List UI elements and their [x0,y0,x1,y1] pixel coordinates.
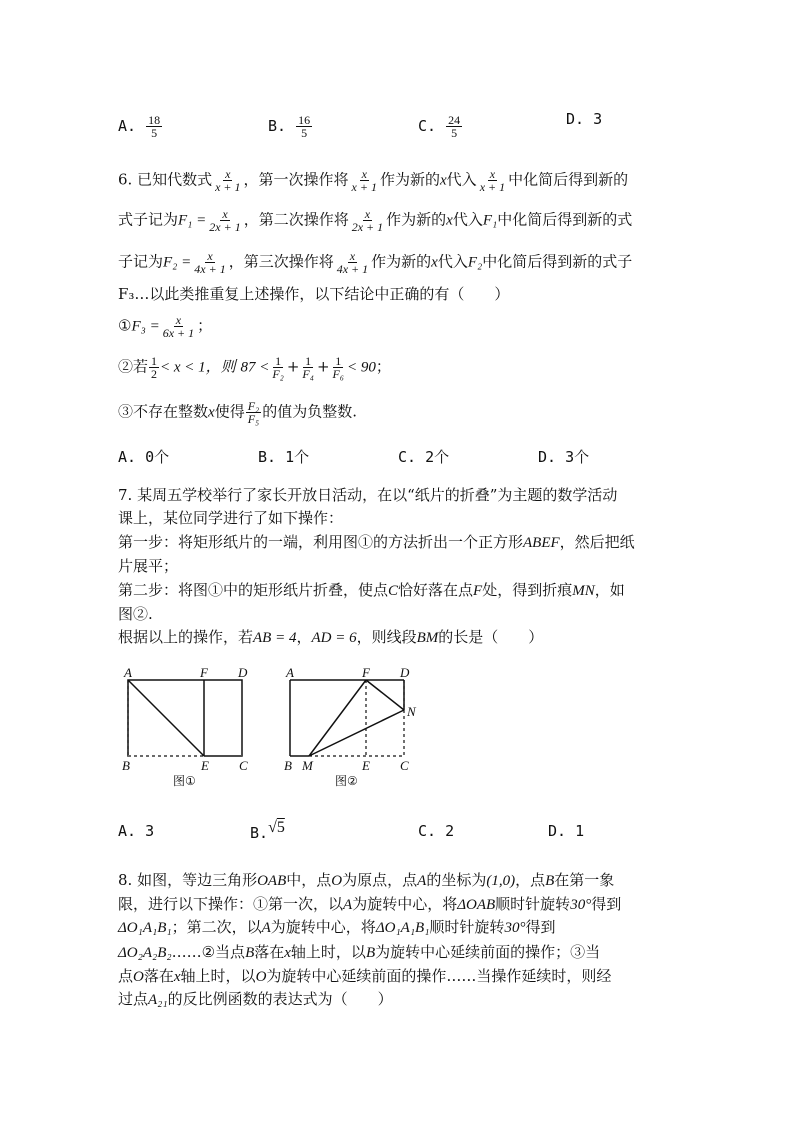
fig1-label-c: C [239,758,248,773]
fig2-label-n: N [407,704,416,719]
fig1-caption: 图① [173,774,196,788]
fig1-label-a: A [124,665,132,680]
fig2-caption: 图② [335,774,358,788]
fig2-label-e: E [362,758,370,773]
q6-line-4: F₃…以此类推重复上述操作，以下结论中正确的有（ ） [118,285,510,303]
fig1-label-d: D [238,665,248,680]
q8-line-4: ΔO₂A₂B₂……②当点B落在x轴上时，以B为旋转中心延续前面的操作；③当 [118,943,601,961]
q7-line-1: 7. 某周五学校举行了家长开放日活动，在以“纸片的折叠”为主题的数学活动 [118,486,618,504]
q6-option-c: C. 2个 [398,448,450,466]
fig2-label-m: M [302,758,313,773]
q5-option-a: A. $\frac{18}{5}$ [118,113,161,140]
figure-1 [110,660,260,795]
fig2-fm [309,680,366,756]
q7-line-5: 第二步：将图①中的矩形纸片折叠，使点C恰好落在点F处，得到折痕MN，如 [118,581,625,599]
q5-c-fraction: $\frac{24}{5}$ [448,113,461,140]
q5-option-c: C. $\frac{24}{5}$ [418,113,461,140]
fig1-ae [128,680,204,756]
q7-line-6: 图②. [118,605,153,623]
q7-line-3: 第一步：将矩形纸片的一端，利用图①的方法折出一个正方形ABEF，然后把纸 [118,533,635,551]
figure-2 [272,660,422,795]
q8-line-6: 过点A₂₁的反比例函数的表达式为（ ） [118,990,393,1008]
q7-line-4: 片展平； [118,557,179,575]
fig2-label-a: A [286,665,294,680]
q7-line-7: 根据以上的操作，若AB = 4，AD = 6，则线段BM的长是（ ） [118,628,544,646]
q8-line-3: ΔO₁A₁B₁；第二次，以A为旋转中心，将ΔO₁A₁B₁顺时针旋转30°得到 [118,918,556,936]
q6-statement-3: ③不存在整数x使得 $\frac{\text{F₂}}{\text{F₅}}$ 的值为负整数. [118,399,357,426]
q6-line-2: 式子记为F₁ = $\frac{x}{2x + 1}$ ，第二次操作将 $\frac{x}{2x + 1}$ 作为新的x代入F₁中化简后得到新的式 [118,207,633,234]
fig2-label-c: C [400,758,409,773]
fig2-fn [366,680,404,710]
q7-option-c: C. 2 [418,822,455,840]
q6-option-b: B. 1个 [258,448,310,466]
q6-line-3: 子记为F₂ = $\frac{x}{4x + 1}$ ，第三次操作将 $\frac{x}{4x + 1}$ 作为新的x代入F₂中化简后得到新的式子 [118,249,633,276]
q7-option-d: D. 1 [548,822,585,840]
q8-line-5: 点O落在x轴上时，以O为旋转中心延续前面的操作……当操作延续时，则经 [118,967,612,985]
q7-option-b: B.√5 [250,819,285,842]
q5-option-d: D. 3 [566,110,603,128]
q6-statement-2: ②若 $\frac{1}{2}$ < x < 1，则 87 < $\frac{1}{\text{F₂}}$ + $\frac{1}{\text{F₄}}$ + $\frac{1}{\text{F₆}}$ < 90； [118,354,391,381]
fig1-label-e: E [201,758,209,773]
q8-line-1: 8. 如图，等边三角形OAB中，点O为原点，点A的坐标为(1,0)，点B在第一象 [118,871,615,889]
fig2-mn [309,710,404,756]
q6-statement-1: ①F₃ = $\frac{x}{6x + 1}$ ； [118,313,213,340]
fig2-label-d: D [400,665,410,680]
q6-option-d: D. 3个 [538,448,590,466]
q5-a-fraction: $\frac{18}{5}$ [148,113,161,140]
fig1-label-f: F [200,665,208,680]
q7-option-a: A. 3 [118,822,155,840]
fig2-label-f: F [362,665,370,680]
fig2-label-b: B [284,758,292,773]
q5-b-fraction: $\frac{16}{5}$ [298,113,311,140]
q8-line-2: 限，进行以下操作：①第一次，以A为旋转中心，将ΔOAB顺时针旋转30°得到 [118,895,622,913]
fig1-label-b: B [122,758,130,773]
q6-option-a: A. 0个 [118,448,170,466]
q6-line-1: 6. 已知代数式 $\frac{x}{x + 1}$ ，第一次操作将 $\frac{x}{x + 1}$ 作为新的x代入 $\frac{x}{x + 1}$ 中化简后得到新的 [118,167,629,194]
q7-line-2: 课上，某位同学进行了如下操作： [118,509,344,527]
fig1-rect-outline [128,680,242,756]
q5-option-b: B. $\frac{16}{5}$ [268,113,311,140]
